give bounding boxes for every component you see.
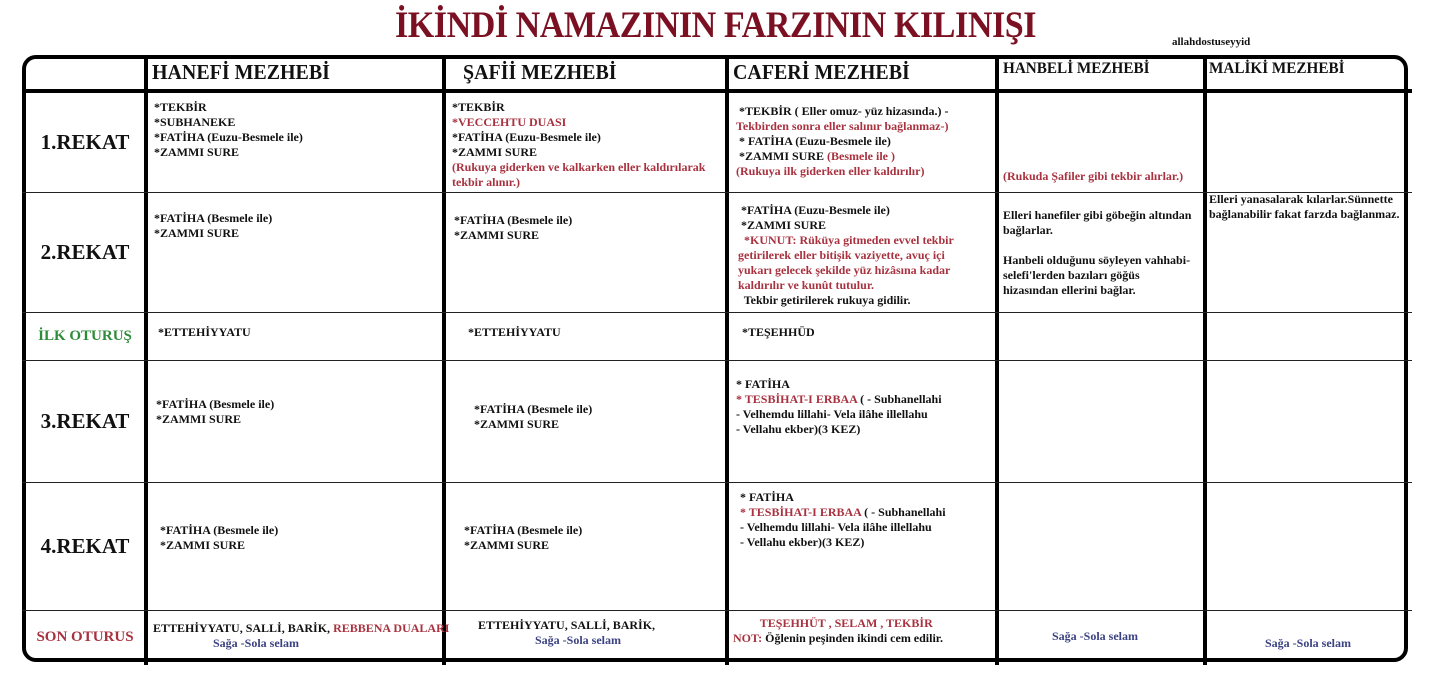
cell-text: * FATİHA (740, 490, 794, 504)
cell-text: *TEŞEHHÜD (742, 325, 815, 339)
table-cell (154, 100, 303, 160)
cell-line (1052, 629, 1138, 644)
cell-line (474, 417, 592, 432)
cell-text: hizasından ellerini bağlar. (1003, 283, 1136, 297)
row-divider (22, 610, 1412, 611)
row-label: İLK OTURUŞ (38, 327, 132, 344)
cell-line (452, 175, 705, 190)
table-cell (158, 325, 251, 340)
cell-text: Sağa -Sola selam (478, 633, 622, 647)
cell-line (738, 233, 954, 248)
cell-text: *FATİHA (Besmele ile) (160, 523, 279, 537)
cell-line (154, 100, 303, 115)
cell-line (156, 412, 274, 427)
cell-line (478, 618, 655, 633)
cell-text: *FATİHA (Besmele ile) (474, 402, 593, 416)
cell-line (154, 145, 303, 160)
table-cell (160, 523, 278, 553)
cell-line (738, 248, 954, 263)
cell-text: REBBENA DUALARI (333, 621, 450, 635)
cell-line (156, 397, 274, 412)
cell-text: Sağa -Sola selam (153, 636, 300, 650)
cell-text: *FATİHA (Besmele ile) (154, 211, 273, 225)
cell-text: ETTEHİYYATU, SALLİ, BARİK, (478, 618, 656, 632)
cell-line (742, 325, 815, 340)
cell-line (452, 130, 705, 145)
cell-text: (Rukuda Şafiler gibi tekbir alırlar.) (1003, 169, 1184, 183)
table-cell (154, 211, 272, 241)
table-cell (736, 104, 948, 179)
cell-text: *FATİHA (Euzu-Besmele ile) (738, 203, 890, 217)
cell-text: * FATİHA (736, 377, 790, 391)
cell-line (1003, 223, 1191, 238)
table-cell (468, 325, 561, 340)
table-cell (742, 325, 815, 340)
cell-text: NOT: (733, 631, 766, 645)
cell-line (738, 203, 954, 218)
cell-text: *ZAMMI SURE (156, 412, 242, 426)
table-cell (1003, 208, 1191, 298)
table-cell (740, 490, 946, 550)
cell-line (454, 213, 572, 228)
cell-line (478, 633, 655, 648)
cell-text: * TESBİHAT-I ERBAA (740, 505, 862, 519)
cell-text: Tekbirden sonra eller salınır bağlanmaz-) (736, 119, 949, 133)
cell-text: *ETTEHİYYATU (468, 325, 561, 339)
cell-text: *VECCEHTU DUASI (452, 115, 567, 129)
cell-text: selefi'lerden bazıları göğüs (1003, 268, 1140, 282)
cell-line (736, 134, 948, 149)
cell-text: *SUBHANEKE (154, 115, 236, 129)
cell-text: Elleri hanefiler gibi göbeğin altından (1003, 208, 1192, 222)
cell-line (452, 160, 705, 175)
row-divider (22, 482, 1412, 483)
cell-line (158, 325, 251, 340)
cell-line (1003, 169, 1183, 184)
row-label: SON OTURUS (36, 628, 134, 645)
cell-text: yukarı gelecek şekilde yüz hizâsına kadar (738, 263, 951, 277)
cell-line (1003, 268, 1191, 283)
cell-line (738, 263, 954, 278)
cell-text: bağlarlar. (1003, 223, 1053, 237)
cell-text: (Rukuya ilk giderken eller kaldırılır) (736, 164, 925, 178)
table-cell (738, 203, 954, 308)
table-cell (153, 621, 449, 651)
page-title: İKİNDİ NAMAZININ FARZININ KILINIŞI (394, 5, 1036, 46)
cell-line (160, 523, 278, 538)
row-divider (22, 192, 1412, 193)
cell-text: ( - Subhanellahi (857, 392, 942, 406)
cell-line (452, 100, 705, 115)
cell-text: *ZAMMI SURE (474, 417, 560, 431)
column-header: MALİKİ MEZHEBİ (1209, 60, 1345, 77)
cell-text: *KUNUT: Rüküya gitmeden evvel tekbir (738, 233, 954, 247)
cell-text: ETTEHİYYATU, SALLİ, BARİK, (153, 621, 334, 635)
cell-text: - Vellahu ekber)(3 KEZ) (740, 535, 865, 549)
author-credit: allahdostuseyyid (1172, 36, 1251, 48)
cell-text: *FATİHA (Besmele ile) (454, 213, 573, 227)
column-header: CAFERİ MEZHEBİ (733, 60, 910, 84)
cell-text: ( - Subhanellahi (861, 505, 946, 519)
cell-line (1265, 636, 1351, 651)
row-divider (22, 312, 1412, 313)
row-divider (22, 360, 1412, 361)
table-cell (1209, 192, 1399, 222)
cell-line (1003, 238, 1191, 253)
table-cell (452, 100, 705, 190)
cell-line (464, 523, 582, 538)
header-divider (22, 89, 1412, 93)
cell-line (153, 636, 449, 651)
cell-text: - Velhemdu lillahi- Vela ilâhe illellahu (740, 520, 932, 534)
cell-line (736, 422, 942, 437)
cell-text: *FATİHA (Besmele ile) (464, 523, 583, 537)
cell-text: *FATİHA (Euzu-Besmele ile) (452, 130, 601, 144)
column-header: HANEFİ MEZHEBİ (152, 60, 330, 84)
cell-line (464, 538, 582, 553)
cell-line (474, 402, 592, 417)
cell-line (154, 115, 303, 130)
cell-line (736, 392, 942, 407)
cell-text: *ZAMMI SURE (452, 145, 538, 159)
cell-line (1003, 253, 1191, 268)
row-label: 3.REKAT (40, 408, 130, 433)
cell-text: - Velhemdu lillahi- Vela ilâhe illellahu (736, 407, 928, 421)
cell-line (1003, 208, 1191, 223)
cell-text: Öğlenin peşinden ikindi cem edilir. (765, 631, 944, 645)
column-header: HANBELİ MEZHEBİ (1003, 60, 1150, 77)
table-cell (1265, 636, 1351, 651)
cell-text: Hanbeli olduğunu söyleyen vahhabi- (1003, 253, 1191, 267)
table-cell (474, 402, 592, 432)
cell-line (738, 293, 954, 308)
cell-text: *TEKBİR (154, 100, 207, 114)
row-label: 4.REKAT (40, 533, 130, 558)
cell-text: * TESBİHAT-I ERBAA (736, 392, 858, 406)
cell-line (733, 631, 943, 646)
cell-text: Elleri yanasalarak kılarlar.Sünnette (1209, 192, 1393, 206)
cell-line (468, 325, 561, 340)
cell-line (738, 218, 954, 233)
row-label: 2.REKAT (40, 239, 130, 264)
cell-text: kaldırılır ve kunût tutulur. (738, 278, 875, 292)
cell-text: tekbir alınır.) (452, 175, 521, 189)
cell-text: *FATİHA (Euzu-Besmele ile) (154, 130, 303, 144)
cell-text: TEŞEHHÜT , SELAM , TEKBİR (733, 616, 933, 630)
cell-text: getirilerek eller bitişik vaziyette, avuç içi (738, 248, 945, 262)
cell-text: Sağa -Sola selam (1265, 636, 1352, 650)
cell-text: *ZAMMI SURE (464, 538, 550, 552)
cell-text: *ZAMMI SURE (738, 218, 827, 232)
cell-line (452, 145, 705, 160)
cell-line (154, 226, 272, 241)
cell-line (740, 535, 946, 550)
cell-text: bağlanabilir fakat farzda bağlanmaz. (1209, 207, 1400, 221)
cell-line (452, 115, 705, 130)
cell-line (154, 130, 303, 145)
cell-line (160, 538, 278, 553)
cell-line (736, 119, 948, 134)
cell-text: Sağa -Sola selam (1052, 629, 1139, 643)
cell-line (153, 621, 449, 636)
cell-line (454, 228, 572, 243)
table-cell (1052, 629, 1138, 644)
table-cell (736, 377, 942, 437)
cell-text: *ZAMMI SURE (736, 149, 828, 163)
table-cell (733, 616, 943, 646)
table-cell (464, 523, 582, 553)
cell-text: (Besmele ile ) (827, 149, 895, 163)
table-cell (454, 213, 572, 243)
cell-text: - Vellahu ekber)(3 KEZ) (736, 422, 861, 436)
cell-text: * FATİHA (Euzu-Besmele ile) (736, 134, 891, 148)
cell-line (740, 490, 946, 505)
cell-line (1209, 192, 1399, 207)
cell-text: *ETTEHİYYATU (158, 325, 251, 339)
cell-text: *ZAMMI SURE (160, 538, 246, 552)
cell-text: *TEKBİR ( Eller omuz- yüz hizasında.) - (736, 104, 949, 118)
cell-text: *FATİHA (Besmele ile) (156, 397, 275, 411)
cell-line (736, 407, 942, 422)
table-cell (478, 618, 655, 648)
cell-text: *TEKBİR (452, 100, 505, 114)
cell-text: *ZAMMI SURE (154, 145, 240, 159)
cell-line (154, 211, 272, 226)
cell-line (736, 149, 948, 164)
row-label: 1.REKAT (40, 129, 130, 154)
cell-line (738, 278, 954, 293)
cell-text: *ZAMMI SURE (454, 228, 540, 242)
cell-line (736, 164, 948, 179)
column-header: ŞAFİİ MEZHEBİ (463, 60, 617, 84)
table-cell (1003, 169, 1183, 184)
cell-line (1003, 283, 1191, 298)
cell-line (1209, 207, 1399, 222)
cell-line (740, 505, 946, 520)
cell-text: (Rukuya giderken ve kalkarken eller kaldırılarak (452, 160, 706, 174)
cell-line (740, 520, 946, 535)
table-cell (156, 397, 274, 427)
cell-line (733, 616, 943, 631)
cell-text: Tekbir getirilerek rukuya gidilir. (738, 293, 911, 307)
cell-line (736, 104, 948, 119)
cell-text: *ZAMMI SURE (154, 226, 240, 240)
cell-line (736, 377, 942, 392)
